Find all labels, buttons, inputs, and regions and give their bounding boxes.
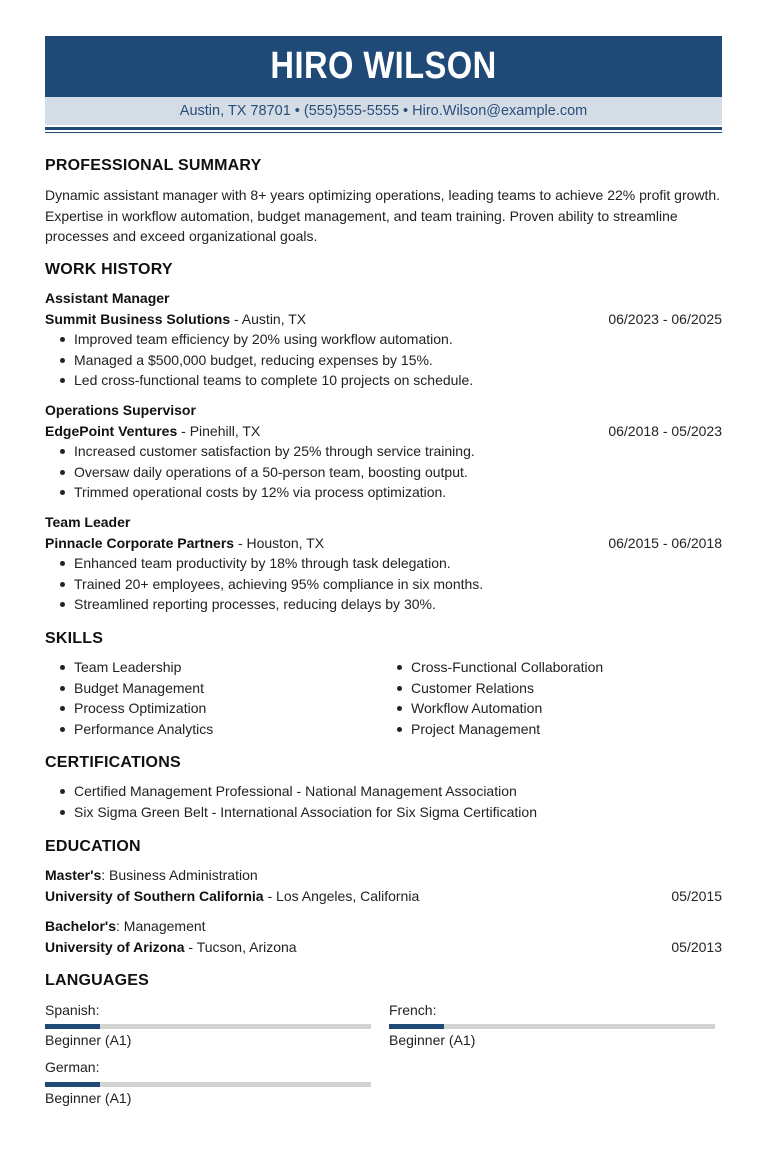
company-name: Pinnacle Corporate Partners	[45, 535, 235, 551]
proficiency-fill	[389, 1024, 444, 1029]
contact-info: Austin, TX 78701 • (555)555-5555 • Hiro.Wilson@example.com	[45, 97, 722, 125]
job-company-line	[45, 535, 722, 551]
language-proficiency-bar	[45, 1082, 371, 1087]
language-name: Spanish:	[45, 1002, 100, 1018]
job-bullets	[45, 329, 473, 391]
graduation-date: 05/2015	[671, 888, 722, 904]
job-dates: 06/2015 - 06/2018	[608, 535, 722, 551]
proficiency-fill	[45, 1082, 100, 1087]
skills-list-left	[45, 657, 213, 739]
skill-item: Customer Relations	[382, 678, 603, 699]
school-name: University of Southern California	[45, 888, 264, 904]
job-dates: 06/2023 - 06/2025	[608, 311, 722, 327]
proficiency-fill	[45, 1024, 100, 1029]
skill-item: Budget Management	[45, 678, 213, 699]
list-item: Increased customer satisfaction by 25% through service training.	[45, 441, 475, 462]
header-divider-thick	[45, 127, 722, 130]
list-item: Enhanced team productivity by 18% through task delegation.	[45, 553, 483, 574]
degree-name: Bachelor's	[45, 918, 117, 934]
name-banner	[45, 36, 722, 97]
languages-heading: LANGUAGES	[45, 972, 150, 989]
list-item: Streamlined reporting processes, reducing delays by 30%.	[45, 594, 483, 615]
job-title: Team Leader	[45, 514, 131, 530]
job-bullets	[45, 553, 483, 615]
degree-line	[45, 867, 722, 883]
degree-line	[45, 918, 722, 934]
list-item: Managed a $500,000 budget, reducing expenses by 15%.	[45, 350, 473, 371]
degree-field: : Management	[116, 918, 206, 934]
language-name: French:	[389, 1002, 437, 1018]
degree-field: : Business Administration	[101, 867, 258, 883]
company-location: - Houston, TX	[234, 535, 325, 551]
certification-item: Certified Management Professional - National Management Association	[45, 781, 537, 802]
language-proficiency-bar	[45, 1024, 371, 1029]
skills-list-right	[382, 657, 603, 739]
language-level: Beginner (A1)	[45, 1032, 132, 1048]
job-title: Assistant Manager	[45, 290, 170, 306]
job-company-line	[45, 423, 722, 439]
company-location: - Pinehill, TX	[177, 423, 261, 439]
list-item: Trimmed operational costs by 12% via process optimization.	[45, 482, 475, 503]
certifications-heading: CERTIFICATIONS	[45, 754, 181, 771]
school-name: University of Arizona	[45, 939, 185, 955]
education-heading: EDUCATION	[45, 838, 141, 855]
skill-item: Process Optimization	[45, 698, 213, 719]
graduation-date: 05/2013	[671, 939, 722, 955]
company-name: Summit Business Solutions	[45, 311, 231, 327]
work-history-heading: WORK HISTORY	[45, 261, 173, 278]
list-item: Improved team efficiency by 20% using workflow automation.	[45, 329, 473, 350]
job-title: Operations Supervisor	[45, 402, 196, 418]
summary-text: Dynamic assistant manager with 8+ years optimizing operations, leading teams to achieve 22% profit growth. Expertise in workflow automation, budget management, and team training. Proven ability to streamline processes and exceed organizational goals.	[45, 187, 721, 244]
certification-item: Six Sigma Green Belt - International Association for Six Sigma Certification	[45, 802, 537, 823]
list-item: Trained 20+ employees, achieving 95% compliance in six months.	[45, 574, 483, 595]
header-divider-thin	[45, 132, 722, 133]
job-bullets	[45, 441, 475, 503]
skill-item: Team Leadership	[45, 657, 213, 678]
language-proficiency-bar	[389, 1024, 715, 1029]
certifications-list	[45, 781, 537, 822]
list-item: Led cross-functional teams to complete 10 projects on schedule.	[45, 370, 473, 391]
skills-heading: SKILLS	[45, 630, 104, 647]
school-line	[45, 939, 722, 955]
job-company-line	[45, 311, 722, 327]
skill-item: Performance Analytics	[45, 719, 213, 740]
language-name: German:	[45, 1059, 100, 1075]
school-location: - Tucson, Arizona	[184, 939, 297, 955]
language-level: Beginner (A1)	[389, 1032, 476, 1048]
skill-item: Workflow Automation	[382, 698, 603, 719]
school-location: - Los Angeles, California	[263, 888, 420, 904]
company-location: - Austin, TX	[230, 311, 307, 327]
summary-heading: PROFESSIONAL SUMMARY	[45, 157, 262, 174]
language-level: Beginner (A1)	[45, 1090, 132, 1106]
school-line	[45, 888, 722, 904]
list-item: Oversaw daily operations of a 50-person team, boosting output.	[45, 462, 475, 483]
job-dates: 06/2018 - 05/2023	[608, 423, 722, 439]
skill-item: Project Management	[382, 719, 603, 740]
candidate-name: HIRO WILSON	[270, 45, 497, 87]
skill-item: Cross-Functional Collaboration	[382, 657, 603, 678]
company-name: EdgePoint Ventures	[45, 423, 178, 439]
degree-name: Master's	[45, 867, 102, 883]
